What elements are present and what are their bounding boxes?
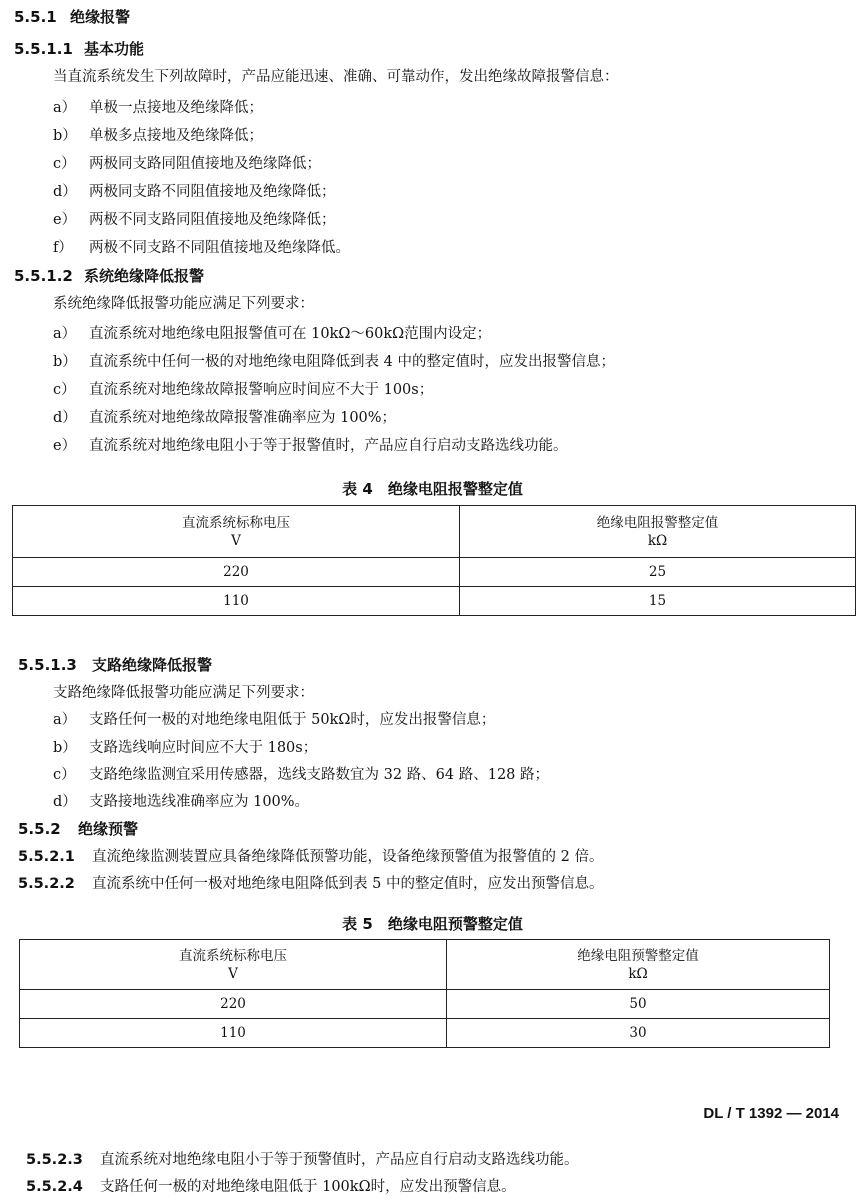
clause-5-5-2-4	[26, 1175, 516, 1196]
section-title: 系统绝缘降低报警	[84, 267, 205, 285]
table-cell: 50	[447, 990, 830, 1019]
table-5	[19, 939, 830, 1048]
list-marker: a）	[53, 712, 77, 728]
section-heading-5-5-1-1	[14, 38, 144, 59]
list-text: 单极一点接地及绝缘降低；	[89, 100, 263, 116]
list-marker: f）	[53, 240, 73, 256]
list-text: 直流系统对地绝缘电阻小于等于报警值时，产品应自行启动支路选线功能。	[89, 438, 568, 454]
section-number: 5.5.1.3	[18, 656, 77, 674]
table-row	[13, 587, 856, 616]
table-row	[20, 990, 830, 1019]
list-marker: c）	[53, 156, 76, 172]
table-header-row	[20, 940, 830, 990]
section-intro: 系统绝缘降低报警功能应满足下列要求：	[53, 296, 314, 312]
clause-number: 5.5.2.2	[18, 876, 75, 892]
table-cell: 25	[460, 558, 856, 587]
clause-5-5-2-1	[18, 845, 603, 866]
list-marker: b）	[53, 128, 77, 144]
list-item	[53, 708, 495, 729]
section-title: 基本功能	[84, 40, 145, 58]
section-title: 绝缘报警	[70, 8, 131, 26]
list-item	[53, 322, 491, 343]
clause-5-5-2-3	[26, 1148, 579, 1169]
table-header-cell: 直流系统标称电压 V	[20, 940, 447, 990]
list-item	[53, 378, 433, 399]
list-marker: e）	[53, 438, 77, 454]
list-text: 支路选线响应时间应不大于 180s；	[89, 740, 318, 756]
section-heading-5-5-1-3	[18, 654, 212, 675]
table-header-cell: 绝缘电阻报警整定值 kΩ	[460, 506, 856, 558]
list-item	[53, 208, 336, 229]
table-cell: 30	[447, 1019, 830, 1048]
list-marker: e）	[53, 212, 77, 228]
table-caption: 表 4 绝缘电阻报警整定值	[342, 480, 523, 498]
list-marker: d）	[53, 184, 77, 200]
list-text: 支路任何一极的对地绝缘电阻低于 50kΩ时，应发出报警信息；	[89, 712, 496, 728]
clause-text: 直流系统对地绝缘电阻小于等于预警值时，产品应自行启动支路选线功能。	[100, 1152, 579, 1168]
section-number: 5.5.1	[14, 8, 57, 26]
section-heading-5-5-2	[18, 818, 138, 839]
list-item	[53, 350, 615, 371]
table-cell: 110	[13, 587, 460, 616]
list-item	[53, 763, 549, 784]
clause-number: 5.5.2.4	[26, 1179, 83, 1195]
list-text: 支路接地选线准确率应为 100%。	[89, 794, 310, 810]
section-heading-5-5-1	[14, 6, 130, 27]
list-text: 两极不同支路不同阻值接地及绝缘降低。	[89, 240, 350, 256]
clause-text: 直流绝缘监测装置应具备绝缘降低预警功能，设备绝缘预警值为报警值的 2 倍。	[92, 849, 604, 865]
list-marker: d）	[53, 410, 77, 426]
list-text: 支路绝缘监测宜采用传感器，选线支路数宜为 32 路、64 路、128 路；	[89, 767, 550, 783]
table-4	[12, 505, 856, 616]
table-cell: 220	[13, 558, 460, 587]
clause-number: 5.5.2.1	[18, 849, 75, 865]
clause-5-5-2-2	[18, 872, 603, 893]
section-number: 5.5.2	[18, 820, 61, 838]
section-heading-5-5-1-2	[14, 265, 204, 286]
table-caption: 表 5 绝缘电阻预警整定值	[342, 915, 523, 933]
list-text: 两极同支路同阻值接地及绝缘降低；	[89, 156, 321, 172]
list-marker: b）	[53, 740, 77, 756]
table-cell: 15	[460, 587, 856, 616]
list-marker: c）	[53, 382, 76, 398]
list-text: 直流系统对地绝缘故障报警准确率应为 100%；	[89, 410, 397, 426]
clause-text: 支路任何一极的对地绝缘电阻低于 100kΩ时，应发出预警信息。	[100, 1179, 516, 1195]
table-cell: 110	[20, 1019, 447, 1048]
section-intro: 支路绝缘降低报警功能应满足下列要求：	[53, 685, 314, 701]
table-cell: 220	[20, 990, 447, 1019]
list-text: 直流系统对地绝缘电阻报警值可在 10kΩ～60kΩ范围内设定；	[89, 326, 492, 342]
list-text: 两极不同支路同阻值接地及绝缘降低；	[89, 212, 336, 228]
table-header-row	[13, 506, 856, 558]
section-number: 5.5.1.1	[14, 40, 73, 58]
list-marker: a）	[53, 326, 77, 342]
table-header-cell: 直流系统标称电压 V	[13, 506, 460, 558]
list-marker: b）	[53, 354, 77, 370]
list-item	[53, 124, 263, 145]
list-item	[53, 406, 396, 427]
section-intro: 当直流系统发生下列故障时，产品应能迅速、准确、可靠动作，发出绝缘故障报警信息：	[53, 69, 619, 85]
clause-text: 直流系统中任何一极对地绝缘电阻降低到表 5 中的整定值时，应发出预警信息。	[92, 876, 604, 892]
document-id: DL / T 1392 — 2014	[703, 1105, 839, 1122]
list-item	[53, 180, 336, 201]
list-item	[53, 736, 317, 757]
list-item	[53, 152, 321, 173]
section-title: 绝缘预警	[78, 820, 139, 838]
table-row	[13, 558, 856, 587]
list-item	[53, 434, 568, 455]
list-item	[53, 236, 350, 257]
clause-number: 5.5.2.3	[26, 1152, 83, 1168]
list-text: 单极多点接地及绝缘降低；	[89, 128, 263, 144]
list-text: 两极同支路不同阻值接地及绝缘降低；	[89, 184, 336, 200]
list-item	[53, 96, 263, 117]
list-text: 直流系统对地绝缘故障报警响应时间应不大于 100s；	[89, 382, 434, 398]
list-text: 直流系统中任何一极的对地绝缘电阻降低到表 4 中的整定值时，应发出报警信息；	[89, 354, 615, 370]
list-marker: d）	[53, 794, 77, 810]
list-marker: c）	[53, 767, 76, 783]
list-item	[53, 790, 309, 811]
table-row	[20, 1019, 830, 1048]
table-header-cell: 绝缘电阻预警整定值 kΩ	[447, 940, 830, 990]
section-number: 5.5.1.2	[14, 267, 73, 285]
section-title: 支路绝缘降低报警	[92, 656, 213, 674]
list-marker: a）	[53, 100, 77, 116]
